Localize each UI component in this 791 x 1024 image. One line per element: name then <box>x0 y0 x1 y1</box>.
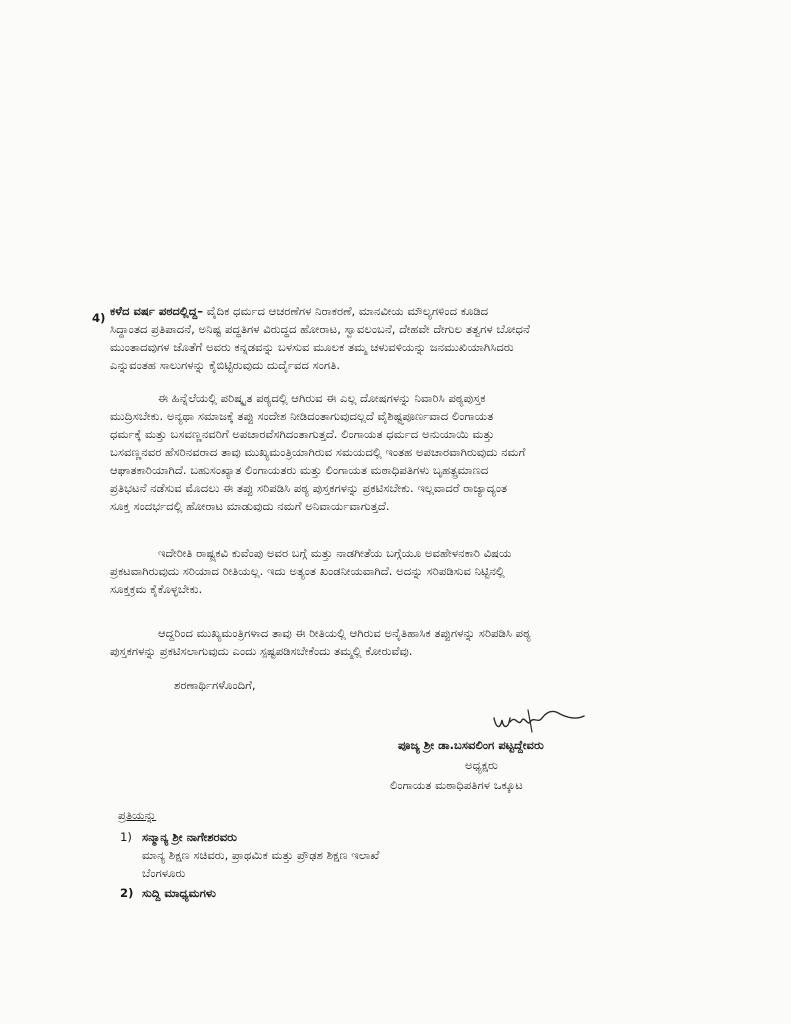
paragraph-2-line: ಸೂಕ್ತ ಸಂದರ್ಭದಲ್ಲಿ ಹೋರಾಟ ಮಾಡುವುದು ನಮಗೆ ಅನಿವಾರ್ಯವಾಗುತ್ತದೆ. <box>110 499 390 513</box>
paragraph-2-line: ಆಘಾತಕಾರಿಯಾಗಿದೆ. ಬಹುಸಂಖ್ಯಾತ ಲಿಂಗಾಯತರು ಮತ್ತು ಲಿಂಗಾಯತ ಮಠಾಧಿಪತಿಗಳು ಬೃಹತ್ಪ್ರಮಾಣದ <box>110 463 489 477</box>
paragraph-1-line: ಕಳೆದ ವರ್ಷ ಪಠದಲ್ಲಿದ್ದ– ವೈದಿಕ ಧರ್ಮದ ಆಚರಣೆಗಳ ನಿರಾಕರಣೆ, ಮಾನವೀಯ ಮೌಲ್ಯಗಳಿಂದ ಕೂಡಿದ <box>110 304 489 318</box>
paragraph-4-line: ಆದ್ದರಿಂದ ಮುಖ್ಯಮಂತ್ರಿಗಳಾದ ತಾವು ಈ ರೀತಿಯಲ್ಲಿ ಆಗಿರುವ ಅನೈತಿಹಾಸಿಕ ತಪ್ಪುಗಳನ್ನು ಸರಿಪಡಿಸಿ ಪಠ್ಯ <box>158 626 531 640</box>
copy-item-1-name: ಸನ್ಮಾನ್ಯ ಶ್ರೀ ನಾಗೇಶರವರು <box>142 830 237 844</box>
signatory-title: ಅಧ್ಯಕ್ಷರು <box>465 758 498 772</box>
paragraph-2-line: ಧರ್ಮಕ್ಕೆ ಮತ್ತು ಬಸವಣ್ಣನವರಿಗೆ ಅಪಚಾರವೆಸಗಿದಂತಾಗುತ್ತದೆ. ಲಿಂಗಾಯತ ಧರ್ಮದ ಅನುಯಾಯಿ ಮತ್ತು <box>110 427 495 441</box>
paragraph-2-line: ಬಸವಣ್ಣನವರ ಹೆಸರಿನವರಾದ ತಾವು ಮುಖ್ಯಮಂತ್ರಿಯಾಗಿರುವ ಸಮಯದಲ್ಲಿ ಇಂತಹ ಅಪಚಾರವಾಗಿರುವುದು ನಮಗೆ <box>110 445 526 459</box>
paragraph-1-line: ಸಿದ್ಧಾಂತದ ಪ್ರತಿಪಾದನೆ, ಅನಿಷ್ಟ ಪದ್ಧತಿಗಳ ವಿರುದ್ಧದ ಹೋರಾಟ, ಸ್ವಾವಲಂಬನೆ, ದೇಹವೇ ದೇಗುಲ ತತ್ವಗಳ ಬೋಧನೆ <box>110 322 530 336</box>
paragraph-2-line: ಮುದ್ರಿಸಬೇಕು. ಅನ್ಯಥಾ ಸಮಾಜಕ್ಕೆ ತಪ್ಪು ಸಂದೇಶ ನೀಡಿದಂತಾಗುವುದಲ್ಲದೆ ವೈಶಿಷ್ಟ್ಯಪೂರ್ಣವಾದ ಲಿಂಗಾಯತ <box>110 409 494 423</box>
paragraph-3 <box>110 544 720 598</box>
paragraph-3-line: ಪ್ರಕಟವಾಗಿರುವುದು ಸರಿಯಾದ ರೀತಿಯಲ್ಲ. ಇದು ಅತ್ಯಂತ ಖಂಡನೀಯವಾಗಿದೆ. ಅದನ್ನು ಸರಿಪಡಿಸುವ ನಿಟ್ಟಿನಲ್ಲಿ <box>110 564 505 578</box>
closing-salutation: ಶರಣಾರ್ಥಿಗಳೊಂದಿಗೆ, <box>174 678 256 692</box>
paragraph-1-line: ಎನ್ನುವಂತಹ ಸಾಲುಗಳನ್ನು ಕೈಬಿಟ್ಟಿರುವುದು ದುರ್ದೈವದ ಸಂಗತಿ. <box>110 358 341 372</box>
handwritten-signature <box>488 704 588 740</box>
paragraph-3-line: ಇದೇರೀತಿ ರಾಷ್ಟ್ರಕವಿ ಕುವೆಂಪು ಅವರ ಬಗ್ಗೆ ಮತ್ತು ನಾಡಗೀತೆಯ ಬಗ್ಗೆಯೂ ಅವಹೇಳನಕಾರಿ ವಿಷಯ <box>158 546 512 560</box>
paragraph-4 <box>110 624 720 660</box>
copy-item-number: 1) <box>120 830 132 844</box>
paragraph-4-line: ಪುಸ್ತಕಗಳನ್ನು ಪ್ರಕಟಿಸಲಾಗುವುದು ಎಂದು ಸ್ಪಷ್ಟಪಡಿಸಬೇಕೆಂದು ತಮ್ಮಲ್ಲಿ ಕೋರುವೆವು. <box>110 644 413 658</box>
copy-item-2-name: ಸುದ್ದಿ ಮಾಧ್ಯಮಗಳು <box>142 886 216 900</box>
copy-item-1-role: ಮಾನ್ಯ ಶಿಕ್ಷಣ ಸಚಿವರು, ಪ್ರಾಥಮಿಕ ಮತ್ತು ಪ್ರೌಢಶ ಶಿಕ್ಷಣ ಇಲಾಖೆ <box>142 848 380 862</box>
paragraph-2 <box>110 389 720 515</box>
paragraph-number: 4) <box>92 311 106 325</box>
paragraph-1 <box>110 302 720 374</box>
paragraph-1-lead: ಕಳೆದ ವರ್ಷ ಪಠದಲ್ಲಿದ್ದ– <box>110 304 204 318</box>
copy-to-header: ಪ್ರತಿಯನ್ನು <box>118 808 157 822</box>
paragraph-2-line: ಈ ಹಿನ್ನೆಲೆಯಲ್ಲಿ ಪರಿಷ್ಕೃತ ಪಠ್ಯದಲ್ಲಿ ಆಗಿರುವ ಈ ಎಲ್ಲ ದೋಷಗಳನ್ನು ನಿವಾರಿಸಿ ಪಠ್ಯಪುಸ್ತಕ <box>158 391 486 405</box>
signatory-name: ಪೂಜ್ಯ ಶ್ರೀ ಡಾ.ಬಸವಲಿಂಗ ಪಟ್ಟದ್ದೇವರು <box>398 738 544 752</box>
paragraph-2-line: ಪ್ರತಿಭಟನೆ ನಡೆಸುವ ಮೊದಲು ಈ ತಪ್ಪು ಸರಿಪಡಿಸಿ ಪಠ್ಯ ಪುಸ್ತಕಗಳನ್ನು ಪ್ರಕಟಿಸಬೇಕು. ಇಲ್ಲವಾದರೆ ರಾಜ್ಯಾದ್ಯಂತ <box>110 481 508 495</box>
copy-item-1-place: ಬೆಂಗಳೂರು <box>142 866 186 880</box>
signatory-organization: ಲಿಂಗಾಯತ ಮಠಾಧಿಪತಿಗಳ ಒಕ್ಕೂಟ <box>390 778 523 792</box>
paragraph-1-line: ಮುಂತಾದವುಗಳ ಜೊತೆಗೆ ಅವರು ಕನ್ನಡವನ್ನು ಬಳಸುವ ಮೂಲಕ ತಮ್ಮ ಚಳುವಳಿಯನ್ನು ಜನಮುಖಿಯಾಗಿಸಿದರು <box>110 340 514 354</box>
paragraph-3-line: ಸೂಕ್ತಕ್ರಮ ಕೈಕೊಳ್ಳಬೇಕು. <box>110 582 203 596</box>
copy-item-number: 2) <box>120 886 134 900</box>
